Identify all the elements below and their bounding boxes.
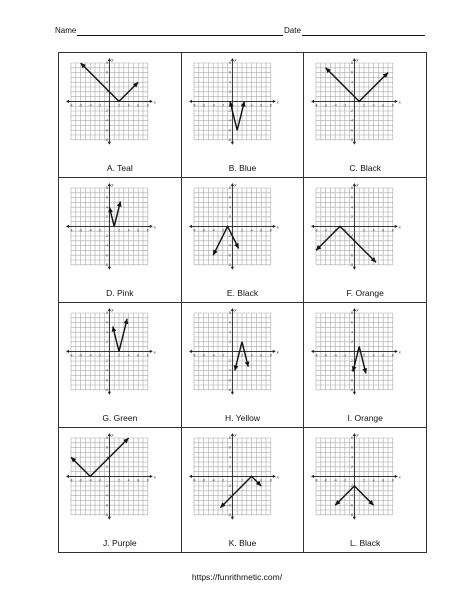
graph-cell	[58, 177, 182, 303]
graph-caption: F. Orange	[346, 288, 384, 298]
y-axis-arrowhead	[108, 392, 111, 395]
y-tick-label: 8	[228, 186, 231, 191]
x-tick-label: -6	[324, 228, 328, 233]
x-tick-label: 8	[269, 103, 272, 108]
x-tick-label: -2	[221, 228, 224, 233]
coordinate-plane	[304, 428, 427, 539]
y-tick-label: -4	[350, 493, 354, 498]
y-tick-label: 8	[106, 436, 108, 441]
graph-caption: G. Green	[102, 413, 138, 423]
y-tick-label: -4	[227, 368, 231, 373]
x-axis-arrowhead	[311, 225, 314, 228]
y-tick-label: 4	[228, 80, 231, 85]
x-tick-label: 6	[137, 228, 140, 233]
coordinate-plane	[304, 178, 427, 289]
x-tick-label: -4	[334, 353, 337, 358]
coordinate-plane	[59, 428, 182, 539]
y-tick-label: -8	[227, 512, 231, 517]
y-tick-label: -8	[350, 262, 354, 267]
y-tick-label: 8	[351, 186, 354, 191]
y-tick-label: -8	[105, 262, 108, 267]
x-tick-label: 6	[137, 353, 140, 358]
x-tick-label: 2	[240, 228, 243, 233]
y-tick-label: -2	[227, 484, 231, 489]
x-tick-label: 4	[127, 353, 130, 358]
y-axis-label: y	[356, 307, 359, 312]
y-tick-label: 6	[228, 195, 231, 200]
y-tick-label: -6	[227, 378, 231, 383]
y-tick-label: 2	[228, 89, 231, 94]
x-tick-label: -8	[314, 228, 318, 233]
y-tick-label: -6	[105, 128, 108, 133]
y-tick-label: -4	[105, 243, 108, 248]
x-axis-label: x	[276, 99, 279, 105]
x-tick-label: -2	[343, 228, 347, 233]
graph-cell	[181, 177, 305, 303]
x-tick-label: 4	[373, 353, 375, 358]
y-tick-label: 6	[351, 445, 354, 450]
y-tick-label: 8	[351, 61, 354, 66]
coordinate-plane	[59, 303, 182, 414]
x-tick-label: 8	[269, 228, 272, 233]
x-tick-label: -8	[314, 353, 318, 358]
x-tick-label: 2	[363, 353, 366, 358]
y-tick-label: -4	[105, 493, 108, 498]
date-line[interactable]	[302, 35, 425, 36]
x-tick-label: -6	[79, 228, 83, 233]
x-tick-label: -8	[192, 103, 196, 108]
x-tick-label: 8	[392, 228, 395, 233]
x-tick-label: 4	[250, 478, 253, 483]
x-tick-label: -4	[211, 228, 215, 233]
x-axis-arrowhead	[150, 225, 153, 228]
x-tick-label: 8	[392, 478, 395, 483]
y-tick-label: -8	[105, 512, 108, 517]
x-axis-arrowhead	[311, 350, 314, 353]
y-tick-label: -6	[350, 503, 354, 508]
x-tick-label: 4	[373, 228, 375, 233]
y-tick-label: 2	[106, 89, 108, 94]
y-tick-label: 6	[351, 320, 354, 325]
x-axis-label: x	[399, 224, 402, 230]
y-axis-arrowhead	[230, 517, 233, 520]
x-tick-label: 4	[250, 353, 253, 358]
y-tick-label: 4	[228, 455, 231, 460]
x-tick-label: -6	[79, 353, 83, 358]
x-tick-label: 4	[127, 103, 130, 108]
x-tick-label: -2	[221, 478, 224, 483]
y-tick-label: -4	[227, 243, 231, 248]
x-tick-label: -4	[88, 478, 92, 483]
y-axis-arrowhead	[353, 517, 356, 520]
y-axis-arrowhead	[353, 392, 356, 395]
x-tick-label: 6	[259, 228, 262, 233]
y-axis-arrowhead	[230, 267, 233, 270]
y-tick-label: 2	[228, 464, 231, 469]
x-tick-label: 4	[127, 478, 130, 483]
x-tick-label: -6	[201, 478, 205, 483]
x-tick-label: -6	[324, 478, 328, 483]
x-axis-label: x	[276, 224, 279, 230]
graph-caption: I. Orange	[347, 413, 383, 423]
x-tick-label: 8	[146, 478, 149, 483]
y-tick-label: 6	[351, 70, 354, 75]
y-tick-label: -6	[105, 253, 108, 258]
x-axis-arrowhead	[189, 100, 192, 103]
coordinate-plane	[304, 303, 427, 414]
date-label: Date	[284, 26, 301, 35]
y-tick-label: 8	[228, 436, 231, 441]
x-tick-label: -6	[201, 103, 205, 108]
x-tick-label: 2	[118, 478, 120, 483]
x-tick-label: -2	[98, 353, 102, 358]
y-tick-label: 4	[228, 330, 231, 335]
x-axis-arrowhead	[189, 350, 192, 353]
x-tick-label: 2	[363, 478, 366, 483]
graph-grid	[58, 52, 426, 552]
y-axis-label: y	[234, 57, 237, 62]
x-tick-label: 6	[259, 353, 262, 358]
x-axis-arrowhead	[272, 350, 275, 353]
graph-cell	[181, 52, 305, 178]
y-axis-label: y	[356, 57, 359, 62]
x-axis-label: x	[276, 349, 279, 355]
y-tick-label: 6	[106, 195, 108, 200]
y-tick-label: -6	[105, 503, 108, 508]
x-tick-label: 2	[363, 103, 366, 108]
x-tick-label: -8	[69, 228, 73, 233]
y-axis-arrowhead	[353, 142, 356, 145]
x-tick-label: -4	[88, 103, 92, 108]
x-tick-label: 6	[382, 353, 385, 358]
y-tick-label: -2	[350, 484, 354, 489]
x-tick-label: 4	[250, 228, 253, 233]
y-tick-label: -4	[350, 118, 354, 123]
x-axis-arrowhead	[395, 350, 398, 353]
x-tick-label: 2	[118, 353, 120, 358]
x-axis-label: x	[153, 224, 156, 230]
x-axis-arrowhead	[272, 225, 275, 228]
x-axis-arrowhead	[189, 225, 192, 228]
y-tick-label: -8	[105, 137, 108, 142]
x-tick-label: -8	[69, 353, 73, 358]
y-tick-label: -2	[350, 359, 354, 364]
x-tick-label: 8	[146, 353, 149, 358]
y-tick-label: 8	[106, 311, 108, 316]
y-tick-label: 8	[106, 186, 108, 191]
x-axis-arrowhead	[311, 100, 314, 103]
graph-caption: K. Blue	[228, 538, 257, 548]
y-axis-arrowhead	[108, 142, 111, 145]
y-tick-label: 8	[106, 61, 108, 66]
y-tick-label: 2	[351, 214, 354, 219]
x-tick-label: -4	[88, 228, 92, 233]
y-tick-label: 2	[351, 339, 354, 344]
x-axis-label: x	[153, 99, 156, 105]
x-tick-label: 2	[240, 353, 243, 358]
x-tick-label: 2	[240, 478, 243, 483]
y-tick-label: -8	[350, 512, 354, 517]
y-tick-label: 4	[351, 330, 354, 335]
y-tick-label: -2	[227, 109, 231, 114]
x-tick-label: 6	[382, 228, 385, 233]
y-tick-label: -4	[105, 368, 108, 373]
y-axis-arrowhead	[230, 392, 233, 395]
x-tick-label: 8	[392, 103, 395, 108]
graph-caption: H. Yellow	[225, 413, 260, 423]
x-tick-label: 4	[373, 103, 375, 108]
graph-cell	[303, 302, 427, 428]
footer-url: https://funrithmetic.com/	[191, 572, 283, 582]
y-tick-label: 2	[106, 214, 108, 219]
y-tick-label: -6	[227, 128, 231, 133]
y-tick-label: 2	[351, 89, 354, 94]
x-axis-arrowhead	[66, 350, 69, 353]
y-axis-arrowhead	[108, 267, 111, 270]
x-tick-label: -6	[324, 353, 328, 358]
y-tick-label: -6	[350, 253, 354, 258]
x-axis-arrowhead	[272, 100, 275, 103]
x-axis-arrowhead	[150, 475, 153, 478]
y-tick-label: -4	[350, 368, 354, 373]
x-tick-label: 4	[373, 478, 375, 483]
x-tick-label: -4	[334, 478, 337, 483]
x-tick-label: -8	[314, 478, 318, 483]
x-axis-arrowhead	[189, 475, 192, 478]
y-tick-label: -6	[105, 378, 108, 383]
y-tick-label: -4	[105, 118, 108, 123]
x-axis-arrowhead	[311, 475, 314, 478]
y-tick-label: 2	[228, 214, 231, 219]
y-axis-arrowhead	[108, 517, 111, 520]
x-tick-label: -8	[314, 103, 318, 108]
graph-caption: J. Purple	[103, 538, 137, 548]
y-axis-label: y	[111, 57, 114, 62]
y-tick-label: -2	[350, 234, 354, 239]
graph-caption: A. Teal	[106, 163, 133, 173]
x-axis-arrowhead	[272, 475, 275, 478]
y-axis-label: y	[234, 182, 237, 187]
y-tick-label: 8	[228, 311, 231, 316]
y-tick-label: -8	[227, 137, 231, 142]
y-tick-label: -4	[227, 493, 231, 498]
graph-cell	[181, 427, 305, 553]
y-axis-label: y	[234, 307, 237, 312]
x-tick-label: -2	[98, 103, 102, 108]
y-tick-label: -2	[105, 484, 108, 489]
y-tick-label: -4	[227, 118, 231, 123]
coordinate-plane	[304, 53, 427, 164]
x-tick-label: 6	[259, 103, 262, 108]
x-axis-arrowhead	[150, 350, 153, 353]
y-tick-label: 4	[228, 205, 231, 210]
x-tick-label: 4	[127, 228, 130, 233]
y-tick-label: -4	[350, 243, 354, 248]
y-tick-label: 2	[106, 464, 108, 469]
x-tick-label: -8	[192, 478, 196, 483]
y-tick-label: 4	[106, 80, 108, 85]
y-tick-label: 6	[228, 445, 231, 450]
x-tick-label: -6	[79, 103, 83, 108]
y-axis-label: y	[356, 432, 359, 437]
y-axis-label: y	[111, 307, 114, 312]
x-tick-label: 6	[137, 103, 140, 108]
y-axis-arrowhead	[230, 142, 233, 145]
graph-cell	[303, 177, 427, 303]
y-tick-label: 6	[228, 320, 231, 325]
y-tick-label: -6	[227, 253, 231, 258]
y-tick-label: 6	[106, 320, 108, 325]
y-tick-label: 4	[351, 205, 354, 210]
coordinate-plane	[182, 303, 305, 414]
y-tick-label: 4	[106, 330, 108, 335]
y-tick-label: -2	[105, 359, 108, 364]
y-tick-label: 6	[106, 70, 108, 75]
y-tick-label: -6	[227, 503, 231, 508]
y-tick-label: 6	[351, 195, 354, 200]
y-tick-label: 4	[351, 80, 354, 85]
x-tick-label: -8	[69, 103, 73, 108]
coordinate-plane	[59, 178, 182, 289]
y-tick-label: -8	[227, 262, 231, 267]
x-tick-label: -4	[334, 228, 337, 233]
x-tick-label: 2	[363, 228, 366, 233]
x-tick-label: -4	[211, 478, 215, 483]
x-tick-label: -2	[343, 103, 347, 108]
y-tick-label: -2	[105, 109, 108, 114]
graph-cell	[303, 52, 427, 178]
x-tick-label: -2	[98, 478, 102, 483]
x-axis-label: x	[399, 99, 402, 105]
y-axis-label: y	[111, 432, 114, 437]
graph-caption: E. Black	[226, 288, 259, 298]
y-tick-label: 8	[351, 311, 354, 316]
name-label: Name	[55, 26, 77, 35]
graph-cell	[58, 427, 182, 553]
y-tick-label: -6	[350, 378, 354, 383]
x-tick-label: -2	[343, 353, 347, 358]
graph-cell	[58, 52, 182, 178]
x-tick-label: 8	[146, 103, 149, 108]
x-tick-label: 6	[382, 478, 385, 483]
y-tick-label: -2	[227, 359, 231, 364]
y-tick-label: 2	[228, 339, 231, 344]
x-tick-label: 6	[137, 478, 140, 483]
coordinate-plane	[182, 178, 305, 289]
x-tick-label: 8	[392, 353, 395, 358]
y-tick-label: 4	[106, 455, 108, 460]
x-tick-label: 4	[250, 103, 253, 108]
graph-cell	[303, 427, 427, 553]
x-tick-label: 2	[118, 228, 120, 233]
graph-caption: D. Pink	[106, 288, 134, 298]
x-tick-label: -2	[221, 103, 224, 108]
coordinate-plane	[59, 53, 182, 164]
x-axis-arrowhead	[395, 100, 398, 103]
y-tick-label: -8	[105, 387, 108, 392]
y-tick-label: -8	[350, 387, 354, 392]
y-tick-label: 6	[228, 70, 231, 75]
x-axis-label: x	[276, 474, 279, 480]
x-tick-label: -6	[324, 103, 328, 108]
graph-cell	[58, 302, 182, 428]
y-tick-label: 2	[106, 339, 108, 344]
x-axis-label: x	[153, 474, 156, 480]
y-tick-label: 8	[228, 61, 231, 66]
graph-caption: B. Blue	[228, 163, 257, 173]
x-tick-label: -2	[98, 228, 102, 233]
x-tick-label: -8	[192, 228, 196, 233]
x-axis-arrowhead	[66, 100, 69, 103]
x-tick-label: -8	[192, 353, 196, 358]
y-tick-label: -2	[105, 234, 108, 239]
y-tick-label: -2	[227, 234, 231, 239]
y-tick-label: 6	[106, 445, 108, 450]
x-tick-label: -4	[211, 103, 215, 108]
coordinate-plane	[182, 428, 305, 539]
graph-caption: C. Black	[349, 163, 381, 173]
x-tick-label: -4	[211, 353, 215, 358]
x-tick-label: -6	[201, 353, 205, 358]
x-tick-label: -4	[334, 103, 337, 108]
name-line[interactable]	[77, 35, 283, 36]
x-tick-label: 6	[259, 478, 262, 483]
x-tick-label: -6	[201, 228, 205, 233]
x-axis-label: x	[399, 474, 402, 480]
y-tick-label: -2	[350, 109, 354, 114]
y-axis-label: y	[234, 432, 237, 437]
graph-cell	[181, 302, 305, 428]
x-tick-label: 8	[269, 353, 272, 358]
x-tick-label: 8	[269, 478, 272, 483]
x-tick-label: 6	[382, 103, 385, 108]
coordinate-plane	[182, 53, 305, 164]
x-tick-label: -2	[221, 353, 224, 358]
x-axis-arrowhead	[66, 225, 69, 228]
x-axis-arrowhead	[395, 225, 398, 228]
y-tick-label: -8	[227, 387, 231, 392]
x-axis-label: x	[399, 349, 402, 355]
x-tick-label: 8	[146, 228, 149, 233]
y-tick-label: -6	[350, 128, 354, 133]
graph-caption: L. Black	[350, 538, 381, 548]
y-axis-label: y	[356, 182, 359, 187]
x-axis-label: x	[153, 349, 156, 355]
y-tick-label: -8	[350, 137, 354, 142]
x-tick-label: -2	[343, 478, 347, 483]
y-tick-label: 4	[351, 455, 354, 460]
x-axis-arrowhead	[395, 475, 398, 478]
worksheet-header	[55, 26, 425, 40]
x-axis-arrowhead	[150, 100, 153, 103]
x-axis-arrowhead	[66, 475, 69, 478]
y-axis-arrowhead	[353, 267, 356, 270]
x-tick-label: -6	[79, 478, 83, 483]
y-tick-label: 4	[106, 205, 108, 210]
y-axis-label: y	[111, 182, 114, 187]
x-tick-label: 2	[118, 103, 120, 108]
y-tick-label: 8	[351, 436, 354, 441]
y-tick-label: 2	[351, 464, 354, 469]
x-tick-label: -4	[88, 353, 92, 358]
x-tick-label: -8	[69, 478, 73, 483]
